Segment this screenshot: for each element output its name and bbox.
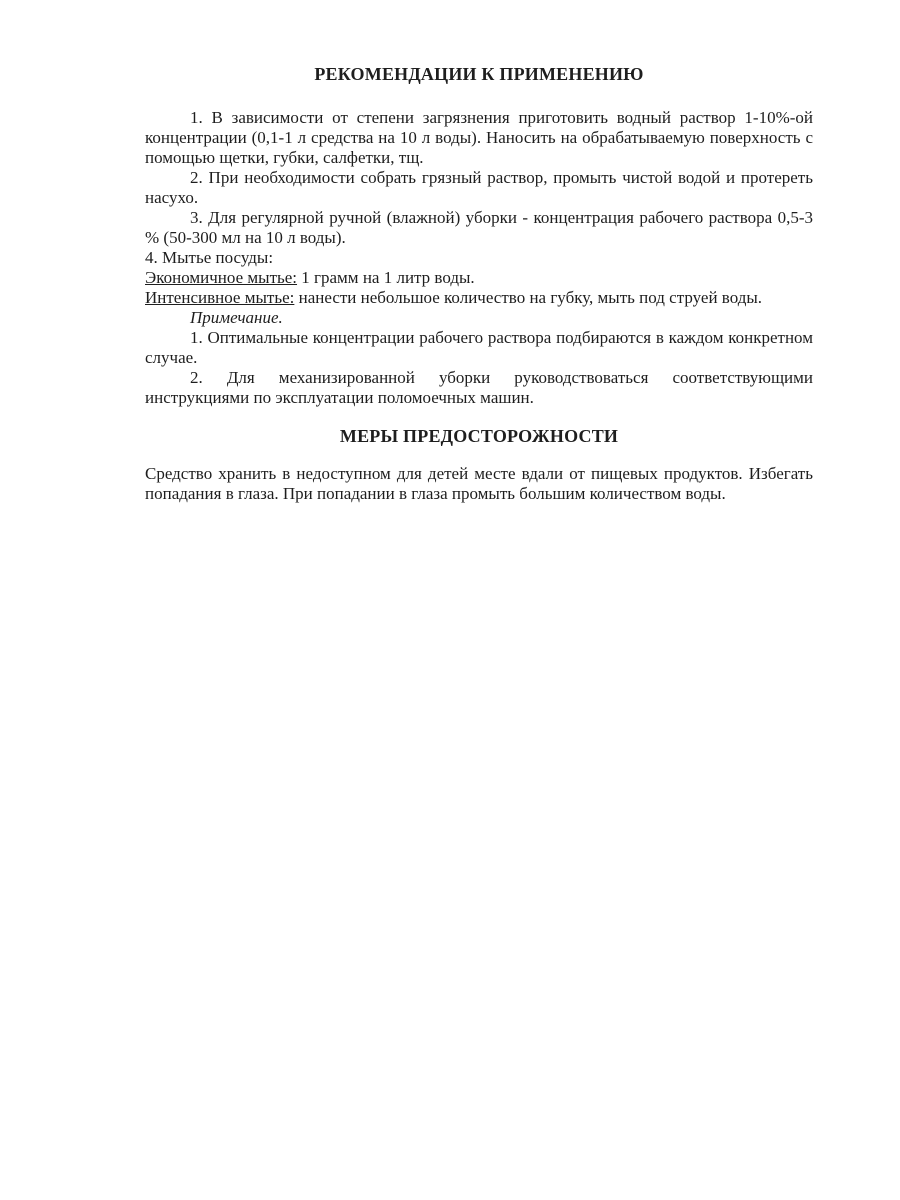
document-content [145, 62, 813, 504]
section-heading-recommendations: РЕКОМЕНДАЦИИ К ПРИМЕНЕНИЮ [314, 64, 644, 84]
line-economy-wash [145, 268, 813, 288]
line-intensive-wash [145, 288, 813, 308]
paragraph-step-3: 3. Для регулярной ручной (влажной) уборки - концентрация рабочего раствора 0,5-3 % (50-300 мл на 10 л воды). [145, 208, 813, 247]
economy-wash-label: Экономичное мытье: [145, 268, 298, 287]
paragraph-step-1: 1. В зависимости от степени загрязнения приготовить водный раствор 1-10%-ой концентрации (0,1-1 л средства на 10 л воды). Наносить на обрабатываемую поверхность с помощью щетки, губки, салфетки, тщ. [145, 108, 813, 167]
note-heading: Примечание. [190, 308, 283, 327]
intensive-wash-label: Интенсивное мытье: [145, 288, 295, 307]
intensive-wash-text: нанести небольшое количество на губку, мыть под струей воды. [294, 288, 763, 307]
economy-wash-text: 1 грамм на 1 литр воды. [297, 268, 475, 287]
paragraph-precautions: Средство хранить в недоступном для детей месте вдали от пищевых продуктов. Избегать попадания в глаза. При попадании в глаза промыть большим количеством воды. [145, 464, 813, 503]
paragraph-step-2: 2. При необходимости собрать грязный раствор, промыть чистой водой и протереть насухо. [145, 168, 813, 207]
section-heading-precautions: МЕРЫ ПРЕДОСТОРОЖНОСТИ [339, 426, 619, 446]
paragraph-step-4: 4. Мытье посуды: [145, 248, 274, 267]
paragraph-note-2: 2. Для механизированной уборки руководствоваться соответствующими инструкциями по эксплуатации поломоечных машин. [145, 368, 813, 407]
paragraph-note-1: 1. Оптимальные концентрации рабочего раствора подбираются в каждом конкретном случае. [145, 328, 813, 367]
